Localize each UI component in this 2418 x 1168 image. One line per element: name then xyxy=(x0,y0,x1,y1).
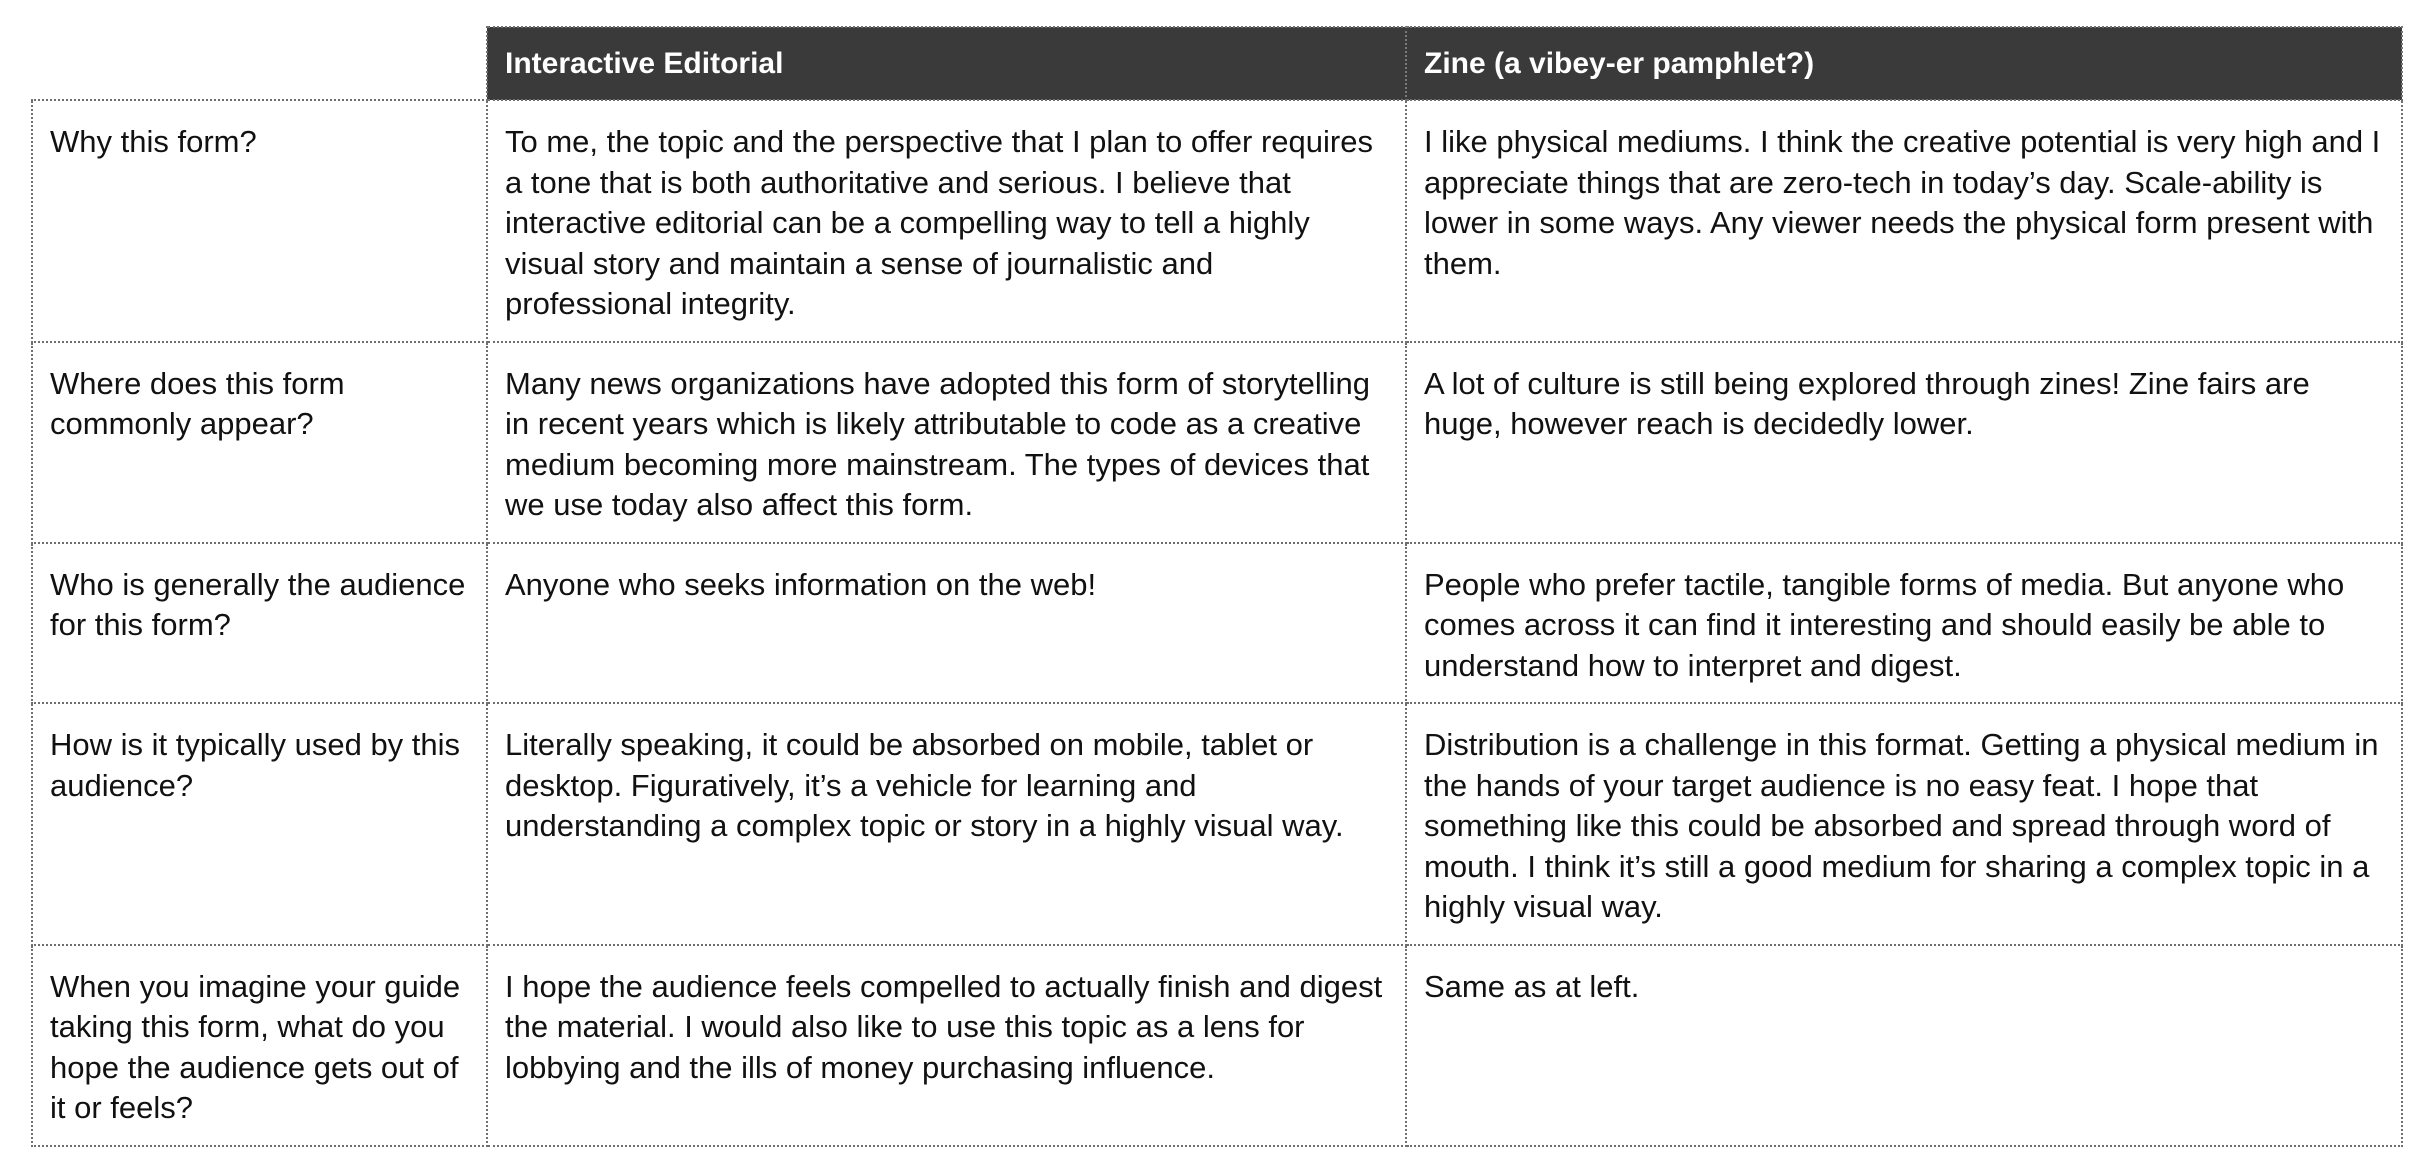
header-corner-cell xyxy=(32,27,487,100)
table-header xyxy=(32,27,2402,100)
row-question: When you imagine your guide taking this form, what do you hope the audience gets out of it or feels? xyxy=(32,945,487,1146)
row-answer-zine: Same as at left. xyxy=(1406,945,2402,1146)
comparison-table xyxy=(31,26,2403,1147)
row-question: Who is generally the audience for this form? xyxy=(32,543,487,704)
row-answer-zine: I like physical mediums. I think the creative potential is very high and I appreciate things that are zero-tech in today’s day. Scale-ability is lower in some ways. Any viewer needs the physical form present with them. xyxy=(1406,100,2402,342)
row-answer-editorial: To me, the topic and the perspective that I plan to offer requires a tone that is both authoritative and serious. I believe that interactive editorial can be a compelling way to tell a highly visual story and maintain a sense of journalistic and professional integrity. xyxy=(487,100,1406,342)
row-question: Where does this form commonly appear? xyxy=(32,342,487,543)
header-interactive-editorial: Interactive Editorial xyxy=(487,27,1406,100)
header-row xyxy=(32,27,2402,100)
row-answer-zine: People who prefer tactile, tangible forms of media. But anyone who comes across it can find it interesting and should easily be able to understand how to interpret and digest. xyxy=(1406,543,2402,704)
header-zine: Zine (a vibey-er pamphlet?) xyxy=(1406,27,2402,100)
table-body xyxy=(32,100,2402,1146)
table-row xyxy=(32,543,2402,704)
row-answer-editorial: I hope the audience feels compelled to actually finish and digest the material. I would also like to use this topic as a lens for lobbying and the ills of money purchasing influence. xyxy=(487,945,1406,1146)
row-question: How is it typically used by this audience? xyxy=(32,703,487,945)
row-answer-zine: Distribution is a challenge in this format. Getting a physical medium in the hands of your target audience is no easy feat. I hope that something like this could be absorbed and spread through word of mouth. I think it’s still a good medium for sharing a complex topic in a highly visual way. xyxy=(1406,703,2402,945)
row-question: Why this form? xyxy=(32,100,487,342)
row-answer-editorial: Anyone who seeks information on the web! xyxy=(487,543,1406,704)
table-row xyxy=(32,945,2402,1146)
table-row xyxy=(32,703,2402,945)
table-row xyxy=(32,100,2402,342)
row-answer-zine: A lot of culture is still being explored through zines! Zine fairs are huge, however reach is decidedly lower. xyxy=(1406,342,2402,543)
table-row xyxy=(32,342,2402,543)
row-answer-editorial: Many news organizations have adopted this form of storytelling in recent years which is likely attributable to code as a creative medium becoming more mainstream. The types of devices that we use today also affect this form. xyxy=(487,342,1406,543)
row-answer-editorial: Literally speaking, it could be absorbed on mobile, tablet or desktop. Figuratively, it’s a vehicle for learning and understanding a complex topic or story in a highly visual way. xyxy=(487,703,1406,945)
comparison-table-container xyxy=(31,26,2401,1147)
